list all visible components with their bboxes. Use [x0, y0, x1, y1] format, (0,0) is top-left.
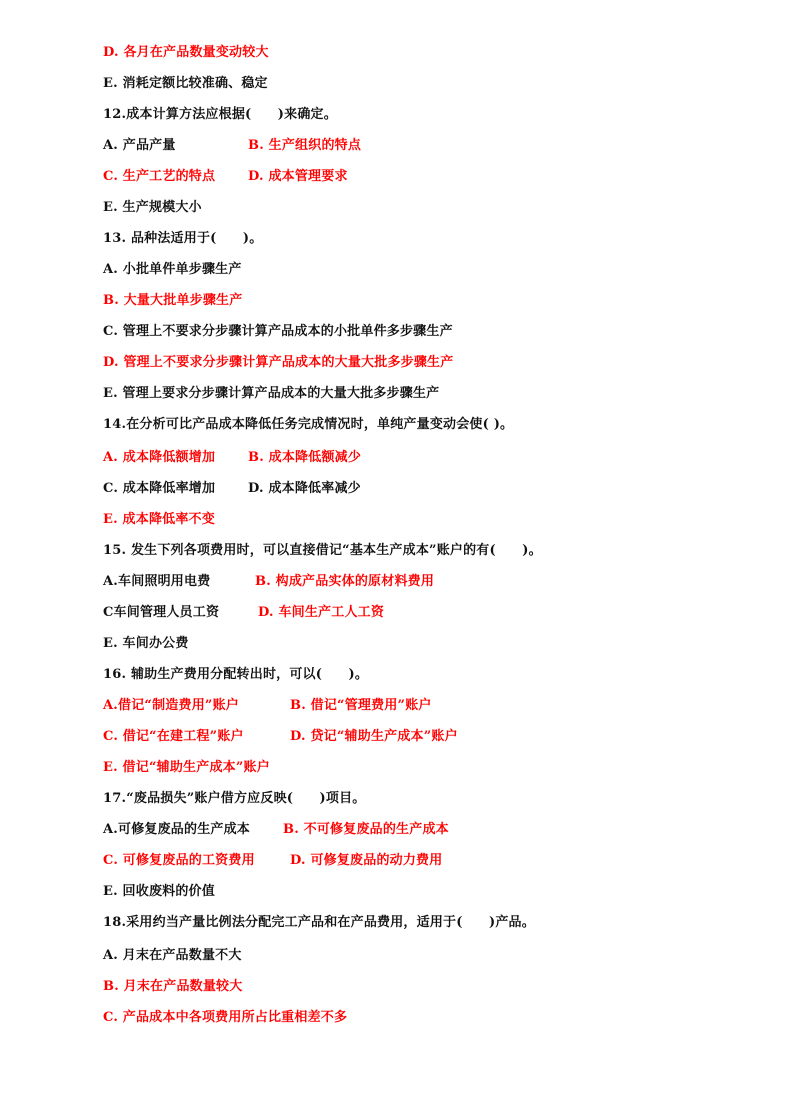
q18-option-c: C. 产品成本中各项费用所占比重相差不多 — [103, 1010, 348, 1025]
q12-option-e: E. 生产规模大小 — [103, 200, 202, 215]
q15-option-d: D. 车间生产工人工资 — [258, 605, 385, 620]
q12-option-b: B. 生产组织的特点 — [248, 138, 362, 153]
q12-option-a: A. 产品产量 — [103, 138, 176, 153]
q13-option-b: B. 大量大批单步骤生产 — [103, 293, 243, 308]
q15-stem: 15. 发生下列各项费用时，可以直接借记“基本生产成本”账户的有( )。 — [103, 543, 542, 558]
q14-option-e: E. 成本降低率不变 — [103, 512, 215, 527]
q18-option-b: B. 月末在产品数量较大 — [103, 979, 243, 994]
q13-option-e: E. 管理上要求分步骤计算产品成本的大量大批多步骤生产 — [103, 386, 440, 401]
q17-option-b: B. 不可修复废品的生产成本 — [283, 822, 449, 837]
q13-stem: 13. 品种法适用于( )。 — [103, 231, 263, 246]
q16-option-d: D. 贷记“辅助生产成本”账户 — [290, 729, 458, 744]
q16-option-a: A.借记“制造费用”账户 — [103, 698, 239, 713]
q11-option-d: D. 各月在产品数量变动较大 — [103, 45, 269, 60]
q14-option-c: C. 成本降低率增加 — [103, 481, 216, 496]
q15-option-e: E. 车间办公费 — [103, 636, 189, 651]
q13-option-a: A. 小批单件单步骤生产 — [103, 262, 242, 277]
q14-option-d: D. 成本降低率减少 — [248, 481, 361, 496]
q16-option-c: C. 借记“在建工程”账户 — [103, 729, 244, 744]
q12-option-c: C. 生产工艺的特点 — [103, 169, 216, 184]
q13-option-c: C. 管理上不要求分步骤计算产品成本的小批单件多步骤生产 — [103, 324, 453, 339]
q15-option-c: C车间管理人员工资 — [103, 605, 220, 620]
q14-option-a: A. 成本降低额增加 — [103, 450, 216, 465]
q18-stem: 18.采用约当产量比例法分配完工产品和在产品费用，适用于( )产品。 — [103, 915, 535, 930]
q16-stem: 16. 辅助生产费用分配转出时，可以( )。 — [103, 667, 369, 682]
q17-option-a: A.可修复废品的生产成本 — [103, 822, 251, 837]
q12-stem: 12.成本计算方法应根据( )来确定。 — [103, 107, 337, 122]
q16-option-e: E. 借记“辅助生产成本”账户 — [103, 760, 270, 775]
q12-option-d: D. 成本管理要求 — [248, 169, 348, 184]
q13-option-d: D. 管理上不要求分步骤计算产品成本的大量大批多步骤生产 — [103, 355, 454, 370]
q17-option-d: D. 可修复废品的动力费用 — [290, 853, 443, 868]
q15-option-b: B. 构成产品实体的原材料费用 — [255, 574, 435, 589]
q16-option-b: B. 借记“管理费用”账户 — [290, 698, 432, 713]
q17-option-e: E. 回收废料的价值 — [103, 884, 215, 899]
q17-option-c: C. 可修复废品的工资费用 — [103, 853, 255, 868]
q18-option-a: A. 月末在产品数量不大 — [103, 948, 242, 963]
q11-option-e: E. 消耗定额比较准确、稳定 — [103, 76, 268, 91]
q14-option-b: B. 成本降低额减少 — [248, 450, 362, 465]
q17-stem: 17.“废品损失”账户借方应反映( )项目。 — [103, 791, 366, 806]
q14-stem: 14.在分析可比产品成本降低任务完成情况时，单纯产量变动会使( )。 — [103, 417, 514, 432]
q15-option-a: A.车间照明用电费 — [103, 574, 211, 589]
